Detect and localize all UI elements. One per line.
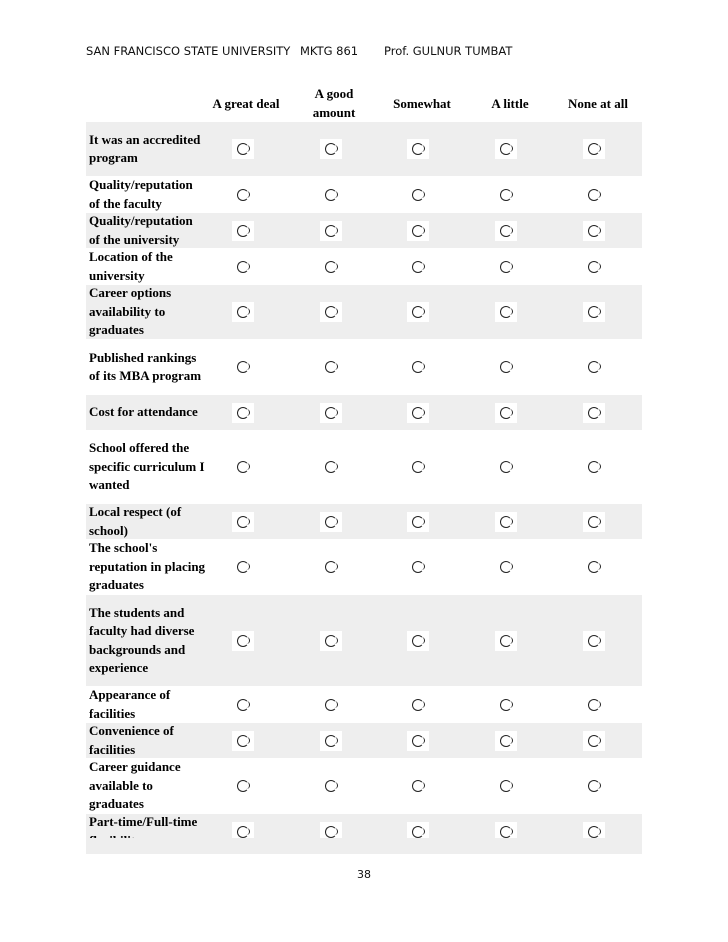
radio-circle-icon [237, 189, 249, 201]
radio-option[interactable] [495, 403, 517, 423]
radio-circle-icon [325, 407, 337, 419]
radio-option[interactable] [232, 695, 254, 715]
radio-circle-icon [588, 461, 600, 473]
radio-option[interactable] [407, 357, 429, 377]
radio-circle-icon [588, 635, 600, 647]
column-header: A great deal [212, 95, 280, 111]
row-label: Part-time/Full-time [89, 814, 198, 829]
radio-circle-icon [500, 189, 512, 201]
radio-option[interactable] [495, 257, 517, 277]
radio-option[interactable] [232, 357, 254, 377]
radio-option[interactable] [583, 357, 605, 377]
radio-circle-icon [412, 225, 424, 237]
radio-circle-icon [237, 461, 249, 473]
table-row [86, 395, 642, 431]
radio-circle-icon [412, 699, 424, 711]
row-label: Career options availability to graduates [89, 285, 172, 338]
radio-circle-icon [325, 306, 337, 318]
radio-option[interactable] [495, 302, 517, 322]
radio-circle-icon [588, 826, 600, 838]
radio-circle-icon [588, 407, 600, 419]
radio-circle-icon [588, 561, 600, 573]
table-row [86, 759, 642, 814]
radio-option[interactable] [583, 631, 605, 651]
radio-option[interactable] [232, 257, 254, 277]
radio-option[interactable] [407, 257, 429, 277]
radio-circle-icon [237, 261, 249, 273]
radio-circle-icon [412, 361, 424, 373]
radio-option[interactable] [320, 631, 342, 651]
radio-option[interactable] [583, 457, 605, 477]
table-row [86, 340, 642, 395]
radio-circle-icon [325, 361, 337, 373]
radio-option[interactable] [232, 512, 254, 532]
table-row [86, 687, 642, 723]
row-label: Quality/reputation of the faculty [89, 177, 193, 211]
survey-table [86, 122, 642, 850]
radio-circle-icon [588, 361, 600, 373]
radio-circle-icon [500, 407, 512, 419]
radio-circle-icon [237, 143, 249, 155]
radio-option[interactable] [232, 557, 254, 577]
radio-circle-icon [588, 143, 600, 155]
row-label: Published rankings of its MBA program [89, 349, 202, 383]
radio-circle-icon [500, 461, 512, 473]
radio-circle-icon [237, 306, 249, 318]
table-row [86, 177, 642, 213]
row-label: The school's reputation in placing graduates [89, 540, 206, 593]
radio-circle-icon [325, 826, 337, 838]
radio-circle-icon [412, 635, 424, 647]
radio-option[interactable] [320, 302, 342, 322]
row-label: Location of the university [89, 249, 173, 283]
row-label: The students and faculty had diverse backgrounds and experience [89, 604, 195, 675]
radio-option[interactable] [495, 357, 517, 377]
radio-circle-icon [237, 635, 249, 647]
radio-circle-icon [588, 261, 600, 273]
radio-circle-icon [237, 735, 249, 747]
table-row [86, 723, 642, 759]
radio-option[interactable] [495, 512, 517, 532]
radio-circle-icon [412, 261, 424, 273]
radio-option[interactable] [232, 185, 254, 205]
radio-circle-icon [237, 561, 249, 573]
radio-circle-icon [237, 826, 249, 838]
radio-circle-icon [412, 461, 424, 473]
radio-circle-icon [500, 306, 512, 318]
radio-circle-icon [412, 735, 424, 747]
table-row [86, 122, 642, 177]
radio-circle-icon [325, 225, 337, 237]
radio-option[interactable] [583, 557, 605, 577]
radio-circle-icon [412, 561, 424, 573]
radio-option[interactable] [320, 557, 342, 577]
radio-option[interactable] [407, 512, 429, 532]
table-row [86, 595, 642, 687]
table-row [86, 285, 642, 340]
radio-circle-icon [325, 189, 337, 201]
radio-circle-icon [500, 780, 512, 792]
radio-option[interactable] [320, 139, 342, 159]
radio-option[interactable] [583, 257, 605, 277]
radio-circle-icon [325, 635, 337, 647]
radio-option[interactable] [583, 776, 605, 796]
radio-option[interactable] [407, 695, 429, 715]
radio-option[interactable] [407, 776, 429, 796]
table-row [86, 504, 642, 540]
radio-option[interactable] [320, 221, 342, 241]
table-row [86, 540, 642, 595]
radio-option[interactable] [407, 139, 429, 159]
radio-option[interactable] [320, 731, 342, 751]
row-label: Appearance of facilities [89, 687, 171, 721]
radio-circle-icon [588, 225, 600, 237]
radio-circle-icon [325, 735, 337, 747]
radio-circle-icon [325, 261, 337, 273]
column-header: None at all [568, 95, 628, 111]
radio-option[interactable] [320, 457, 342, 477]
radio-circle-icon [325, 461, 337, 473]
radio-circle-icon [500, 735, 512, 747]
radio-circle-icon [412, 407, 424, 419]
radio-option[interactable] [407, 185, 429, 205]
table-row [86, 249, 642, 285]
table-row [86, 431, 642, 504]
column-header: A good amount [312, 86, 356, 120]
radio-option[interactable] [232, 731, 254, 751]
radio-option[interactable] [232, 139, 254, 159]
radio-option[interactable] [495, 695, 517, 715]
radio-option[interactable] [232, 776, 254, 796]
radio-circle-icon [588, 306, 600, 318]
radio-option[interactable] [232, 221, 254, 241]
radio-circle-icon [237, 407, 249, 419]
radio-circle-icon [412, 306, 424, 318]
radio-option[interactable] [495, 731, 517, 751]
header-course: MKTG 861 [300, 44, 359, 58]
radio-option[interactable] [495, 776, 517, 796]
radio-option[interactable] [583, 221, 605, 241]
radio-circle-icon [412, 189, 424, 201]
radio-circle-icon [237, 361, 249, 373]
radio-option[interactable] [583, 139, 605, 159]
radio-option[interactable] [407, 302, 429, 322]
radio-option[interactable] [232, 403, 254, 423]
radio-circle-icon [325, 143, 337, 155]
row-label: Convenience of facilities [89, 723, 174, 757]
radio-option[interactable] [583, 731, 605, 751]
radio-circle-icon [500, 516, 512, 528]
radio-option[interactable] [583, 695, 605, 715]
radio-option[interactable] [495, 221, 517, 241]
radio-option[interactable] [407, 631, 429, 651]
radio-circle-icon [500, 261, 512, 273]
radio-option[interactable] [320, 357, 342, 377]
radio-option[interactable] [232, 631, 254, 651]
radio-option[interactable] [583, 512, 605, 532]
radio-circle-icon [325, 699, 337, 711]
row-label: Cost for attendance [89, 404, 198, 420]
radio-option[interactable] [232, 457, 254, 477]
radio-circle-icon [500, 635, 512, 647]
header-professor: Prof. GULNUR TUMBAT [384, 44, 513, 58]
radio-option[interactable] [495, 557, 517, 577]
radio-circle-icon [588, 189, 600, 201]
radio-option[interactable] [407, 403, 429, 423]
page-number: 38 [357, 868, 371, 881]
radio-option[interactable] [495, 631, 517, 651]
radio-circle-icon [588, 516, 600, 528]
radio-circle-icon [237, 699, 249, 711]
radio-option[interactable] [320, 695, 342, 715]
radio-option[interactable] [495, 185, 517, 205]
radio-option[interactable] [495, 139, 517, 159]
column-header: Somewhat [393, 95, 451, 111]
radio-circle-icon [588, 699, 600, 711]
radio-option[interactable] [320, 776, 342, 796]
radio-circle-icon [500, 225, 512, 237]
radio-circle-icon [325, 516, 337, 528]
radio-option[interactable] [320, 512, 342, 532]
radio-option[interactable] [407, 221, 429, 241]
radio-circle-icon [412, 516, 424, 528]
radio-option[interactable] [407, 557, 429, 577]
radio-option[interactable] [583, 302, 605, 322]
radio-circle-icon [412, 780, 424, 792]
radio-circle-icon [588, 780, 600, 792]
radio-option[interactable] [320, 403, 342, 423]
radio-circle-icon [500, 826, 512, 838]
row-label: School offered the specific curriculum I wanted [89, 440, 205, 493]
radio-circle-icon [500, 361, 512, 373]
radio-circle-icon [237, 516, 249, 528]
column-headers [86, 84, 642, 122]
radio-circle-icon [237, 225, 249, 237]
row-label: Career guidance available to graduates [89, 759, 181, 812]
row-label: Local respect (of school) [89, 504, 182, 538]
radio-circle-icon [500, 561, 512, 573]
table-row [86, 213, 642, 249]
radio-option[interactable] [407, 457, 429, 477]
table-footer-band [86, 838, 642, 854]
radio-circle-icon [588, 735, 600, 747]
radio-circle-icon [325, 780, 337, 792]
radio-circle-icon [237, 780, 249, 792]
column-header: A little [491, 95, 529, 111]
header-university: SAN FRANCISCO STATE UNIVERSITY [86, 44, 291, 58]
radio-circle-icon [500, 143, 512, 155]
radio-option[interactable] [583, 403, 605, 423]
radio-circle-icon [412, 826, 424, 838]
row-label: It was an accredited program [89, 131, 201, 165]
radio-option[interactable] [407, 731, 429, 751]
row-label: Quality/reputation of the university [89, 213, 193, 247]
radio-option[interactable] [495, 457, 517, 477]
radio-circle-icon [500, 699, 512, 711]
radio-option[interactable] [583, 185, 605, 205]
radio-option[interactable] [320, 257, 342, 277]
radio-circle-icon [325, 561, 337, 573]
radio-option[interactable] [320, 185, 342, 205]
radio-option[interactable] [232, 302, 254, 322]
radio-circle-icon [412, 143, 424, 155]
